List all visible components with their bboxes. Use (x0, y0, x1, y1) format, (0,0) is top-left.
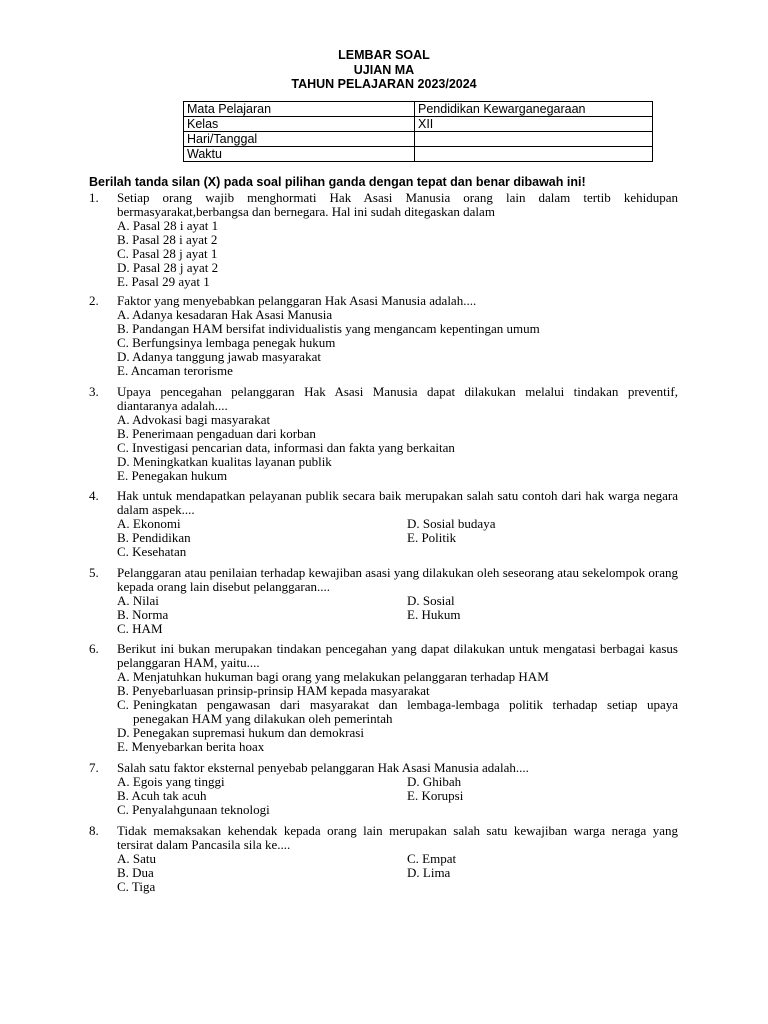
header-title: LEMBAR SOAL (338, 48, 430, 62)
question-number: 5. (89, 565, 99, 580)
question-stem: Pelanggaran atau penilaian terhadap kewajiban asasi yang dilakukan oleh seseorang atau sekelompok orang kepada orang lain disebut pelanggaran.... (117, 565, 678, 594)
document-header (0, 48, 768, 92)
time-value (415, 147, 653, 162)
answer-option[interactable]: D. Sosial budaya (407, 516, 496, 531)
answer-option[interactable]: E. Menyebarkan berita hoax (117, 739, 265, 754)
answer-option[interactable]: B. Pandangan HAM bersifat individualistis yang mengancam kepentingan umum (117, 321, 540, 336)
question-stem: Hak untuk mendapatkan pelayanan publik secara baik merupakan salah satu contoh dari hak warga negara dalam aspek.... (117, 488, 678, 517)
question-stem: Berikut ini bukan merupakan tindakan pencegahan yang dapat dilakukan untuk mengatasi berbagai kasus pelanggaran HAM, yaitu.... (117, 641, 678, 670)
question-stem: Setiap orang wajib menghormati Hak Asasi Manusia orang lain dalam tertib kehidupan bermasyarakat,berbangsa dan bernegara. Hal ini sudah ditegaskan dalam (117, 190, 678, 219)
answer-option[interactable]: B. Penyebarluasan prinsip-prinsip HAM kepada masyarakat (117, 683, 430, 698)
answer-option[interactable]: A. Ekonomi (117, 516, 181, 531)
instruction-text: Berilah tanda silan (X) pada soal pilihan ganda dengan tepat dan benar dibawah ini! (89, 175, 586, 189)
answer-option[interactable]: C. Investigasi pencarian data, informasi dan fakta yang berkaitan (117, 440, 455, 455)
answer-option[interactable]: A. Advokasi bagi masyarakat (117, 412, 271, 427)
answer-option[interactable]: C. HAM (117, 621, 163, 636)
answer-option[interactable]: D. Ghibah (407, 774, 462, 789)
question-3 (89, 385, 678, 483)
answer-option-letter: C. (117, 697, 129, 712)
answer-options (117, 594, 678, 636)
answer-option[interactable]: C. Penyalahgunaan teknologi (117, 802, 270, 817)
answer-option[interactable]: B. Pasal 28 i ayat 2 (117, 232, 218, 247)
answer-option[interactable]: D. Pasal 28 j ayat 2 (117, 260, 219, 275)
answer-option[interactable]: A. Menjatuhkan hukuman bagi orang yang melakukan pelanggaran terhadap HAM (117, 669, 549, 684)
class-label: Kelas (184, 117, 415, 132)
answer-option[interactable]: B. Penerimaan pengaduan dari korban (117, 426, 316, 441)
answer-option[interactable]: D. Sosial (407, 593, 455, 608)
question-2 (89, 294, 678, 378)
question-7 (89, 761, 678, 817)
question-number: 4. (89, 488, 99, 503)
answer-option[interactable]: D. Adanya tanggung jawab masyarakat (117, 349, 321, 364)
answer-options (117, 413, 678, 483)
answer-option[interactable]: D. Meningkatkan kualitas layanan publik (117, 454, 332, 469)
answer-option[interactable]: D. Penegakan supremasi hukum dan demokrasi (117, 725, 364, 740)
question-8 (89, 824, 678, 894)
answer-option[interactable]: E. Hukum (407, 607, 461, 622)
answer-option[interactable]: A. Satu (117, 851, 156, 866)
answer-options (117, 308, 678, 378)
question-number: 6. (89, 641, 99, 656)
answer-options (117, 219, 678, 289)
answer-option[interactable]: B. Norma (117, 607, 169, 622)
header-school-year: TAHUN PELAJARAN 2023/2024 (291, 77, 477, 91)
question-stem: Salah satu faktor eksternal penyebab pelanggaran Hak Asasi Manusia adalah.... (117, 760, 529, 775)
answer-option[interactable]: C. Berfungsinya lembaga penegak hukum (117, 335, 336, 350)
question-1 (89, 191, 678, 289)
question-number: 8. (89, 823, 99, 838)
question-number: 2. (89, 293, 99, 308)
answer-option[interactable]: A. Egois yang tinggi (117, 774, 225, 789)
header-exam-name: UJIAN MA (353, 62, 415, 77)
answer-option[interactable]: C. Tiga (117, 879, 156, 894)
time-label: Waktu (184, 147, 415, 162)
answer-option[interactable]: A. Nilai (117, 593, 159, 608)
answer-option[interactable]: A. Pasal 28 i ayat 1 (117, 218, 219, 233)
subject-value: Pendidikan Kewarganegaraan (415, 102, 653, 117)
answer-option[interactable] (117, 698, 678, 726)
question-number: 3. (89, 384, 99, 399)
answer-option[interactable]: B. Acuh tak acuh (117, 788, 207, 803)
question-6 (89, 642, 678, 754)
answer-options (117, 517, 678, 559)
table-row (184, 102, 653, 117)
class-value: XII (415, 117, 653, 132)
answer-option[interactable]: E. Korupsi (407, 788, 464, 803)
subject-label: Mata Pelajaran (184, 102, 415, 117)
question-stem: Upaya pencegahan pelanggaran Hak Asasi Manusia dapat dilakukan melalui tindakan preventif, diantaranya adalah.... (117, 384, 678, 413)
answer-option[interactable]: C. Pasal 28 j ayat 1 (117, 246, 218, 261)
question-5 (89, 566, 678, 636)
table-row (184, 132, 653, 147)
question-stem: Faktor yang menyebabkan pelanggaran Hak Asasi Manusia adalah.... (117, 293, 477, 308)
question-stem: Tidak memaksakan kehendak kepada orang lain merupakan salah satu kewajiban warga neraga yang tersirat dalam Pancasila sila ke.... (117, 823, 678, 852)
answer-option[interactable]: B. Dua (117, 865, 154, 880)
question-number: 7. (89, 760, 99, 775)
question-4 (89, 489, 678, 559)
answer-option-text: Peningkatan pengawasan dari masyarakat dan lembaga-lembaga politik terhadap setiap upaya penegakan HAM yang dilakukan oleh pemerintah (133, 697, 678, 726)
answer-option[interactable]: D. Lima (407, 865, 451, 880)
answer-option[interactable]: E. Ancaman terorisme (117, 363, 233, 378)
answer-option[interactable]: E. Politik (407, 530, 457, 545)
answer-option[interactable]: B. Pendidikan (117, 530, 191, 545)
answer-option[interactable]: C. Empat (407, 851, 457, 866)
question-number: 1. (89, 190, 99, 205)
table-row (184, 117, 653, 132)
exam-info-table (183, 101, 653, 162)
date-label: Hari/Tanggal (184, 132, 415, 147)
answer-option[interactable]: A. Adanya kesadaran Hak Asasi Manusia (117, 307, 333, 322)
table-row (184, 147, 653, 162)
answer-option[interactable]: C. Kesehatan (117, 544, 187, 559)
answer-option[interactable]: E. Penegakan hukum (117, 468, 228, 483)
answer-options (117, 670, 678, 754)
answer-option[interactable]: E. Pasal 29 ayat 1 (117, 274, 210, 289)
answer-options (117, 775, 678, 817)
answer-options (117, 852, 678, 894)
date-value (415, 132, 653, 147)
